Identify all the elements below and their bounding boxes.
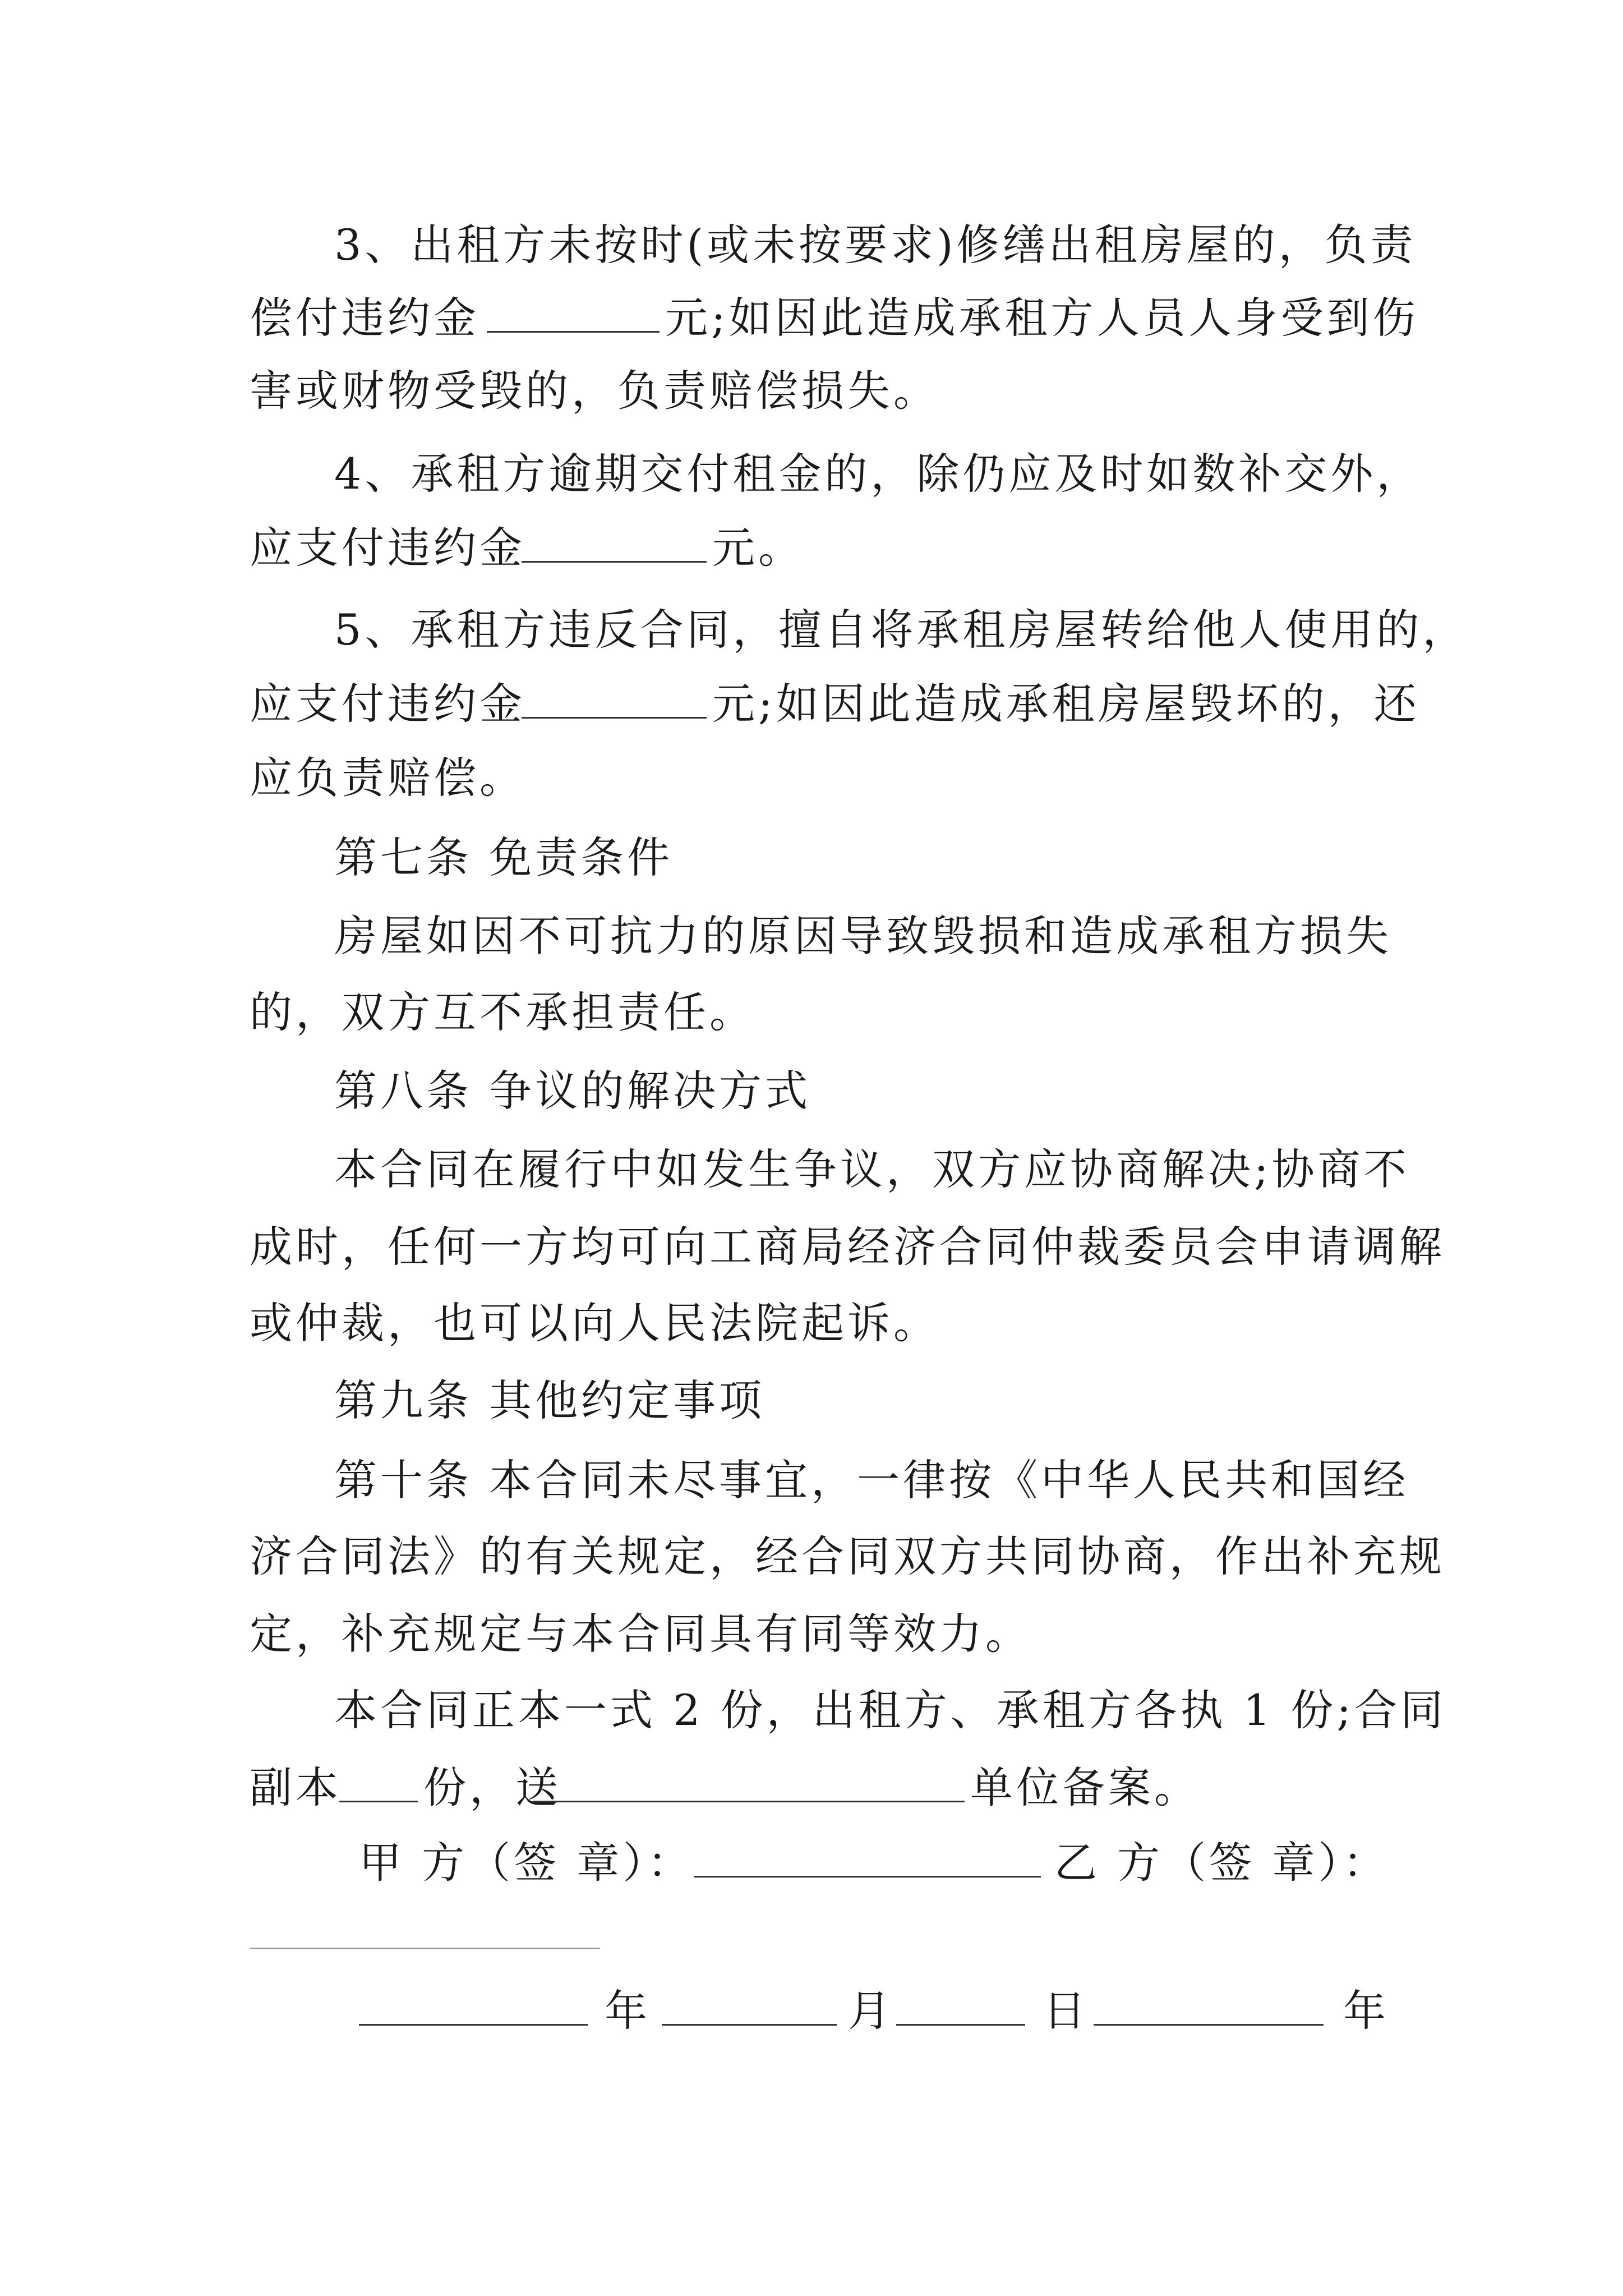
clause10-line2: 济合同法》的有关规定，经合同双方共同协商，作出补充规: [250, 1531, 1445, 1581]
item4-line1: 4、承租方逾期交付租金的，除仍应及时如数补交外，: [334, 449, 1423, 499]
filing-unit-blank[interactable]: [533, 1757, 965, 1802]
item5-line2: 应支付违约金 元;如因此造成承租房屋毁坏的，还: [0, 673, 1623, 735]
party-b-label: 乙 方（签 章）：: [1054, 1838, 1389, 1888]
signature-line: [0, 1832, 1623, 1894]
item3-line2: 偿付违约金 元;如因此造成承租方人员人身受到伤: [0, 287, 1623, 349]
clause8-line1: 本合同在履行中如发生争议，双方应协商解决;协商不: [334, 1144, 1410, 1194]
year2-blank[interactable]: [1094, 1980, 1324, 2026]
party-a-label: 甲 方（签 章）：: [359, 1838, 694, 1888]
day-blank[interactable]: [896, 1980, 1025, 2026]
party-b-signature-field[interactable]: [250, 1948, 600, 1949]
penalty-amount-blank[interactable]: [522, 673, 707, 719]
clause7-line2: 的，双方互不承担责任。: [250, 987, 755, 1037]
clause10-line1: 第十条 本合同未尽事宜，一律按《中华人民共和国经: [334, 1455, 1409, 1505]
penalty-amount-blank[interactable]: [522, 517, 707, 563]
clause8-heading: 第八条 争议的解决方式: [334, 1066, 811, 1116]
copies-count-blank[interactable]: [339, 1757, 418, 1802]
item4-line2: 应支付违约金 元。: [0, 517, 1623, 579]
clause8-line3: 或仲裁，也可以向人民法院起诉。: [250, 1298, 939, 1348]
copies-line1: 本合同正本一式 2 份，出租方、承租方各执 1 份;合同: [334, 1685, 1446, 1735]
copies-line2: 副本 份，送 单位备案。: [0, 1757, 1623, 1819]
month-blank[interactable]: [662, 1980, 837, 2026]
clause10-line3: 定，补充规定与本合同具有同等效力。: [250, 1609, 1031, 1659]
item3-line3: 害或财物受毁的，负责赔偿损失。: [250, 366, 939, 416]
clause8-line2: 成时，任何一方均可向工商局经济合同仲裁委员会申请调解: [250, 1222, 1445, 1272]
item3-line1: 3、出租方未按时(或未按要求)修缮出租房屋的，负责: [334, 220, 1417, 270]
party-a-signature-field[interactable]: [694, 1832, 1041, 1878]
date-line: 年 月 日 年: [0, 1980, 1623, 2042]
clause7-line1: 房屋如因不可抗力的原因导致毁损和造成承租方损失: [334, 911, 1392, 961]
clause7-heading: 第七条 免责条件: [334, 832, 674, 882]
item5-line3: 应负责赔偿。: [250, 753, 525, 803]
item5-line1: 5、承租方违反合同，擅自将承租房屋转给他人使用的，: [334, 605, 1469, 655]
penalty-amount-blank[interactable]: [487, 287, 660, 333]
clause9-heading: 第九条 其他约定事项: [334, 1375, 766, 1425]
year-blank[interactable]: [359, 1980, 588, 2026]
